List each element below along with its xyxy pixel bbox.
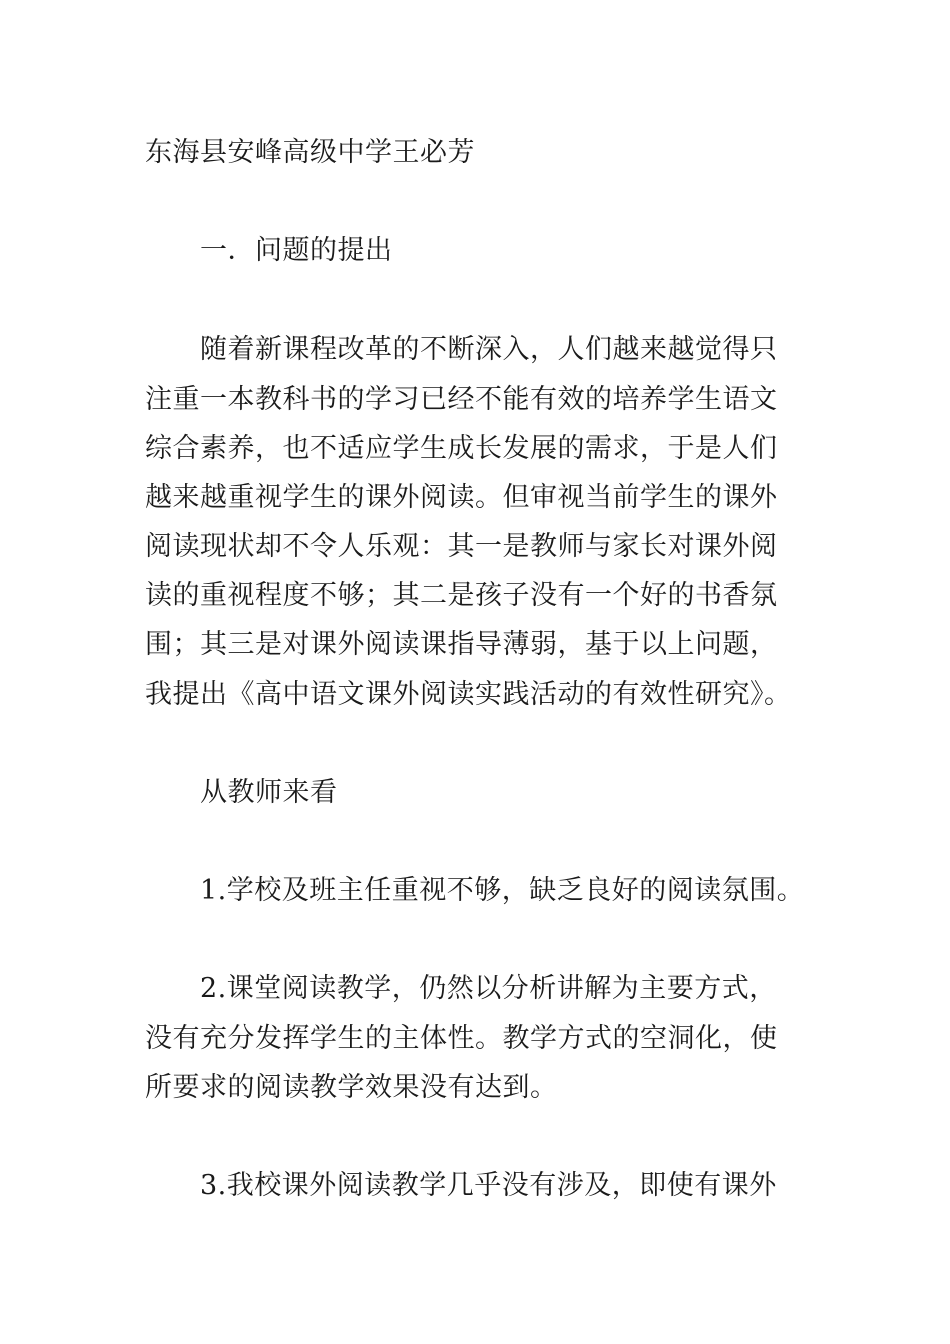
paragraph-line: 我提出《高中语文课外阅读实践活动的有效性研究》。 xyxy=(145,679,792,710)
paragraph-line: 2.课堂阅读教学，仍然以分析讲解为主要方式， xyxy=(200,973,777,1004)
list-item-3: 3.我校课外阅读教学几乎没有涉及，即使有课外 xyxy=(200,1170,777,1201)
paragraph-line: 读的重视程度不够；其二是孩子没有一个好的书香氛 xyxy=(145,580,778,611)
author-line: 东海县安峰高级中学王必芳 xyxy=(145,137,475,168)
paragraph-line: 越来越重视学生的课外阅读。但审视当前学生的课外 xyxy=(145,482,778,513)
paragraph-line: 没有充分发挥学生的主体性。教学方式的空洞化，使 xyxy=(145,1023,778,1054)
paragraph-line: 综合素养，也不适应学生成长发展的需求，于是人们 xyxy=(145,433,778,464)
list-item-1: 1.学校及班主任重视不够，缺乏良好的阅读氛围。 xyxy=(200,875,805,906)
section-heading: 一．问题的提出 xyxy=(200,235,393,266)
subheading: 从教师来看 xyxy=(200,777,338,808)
paragraph-line: 随着新课程改革的不断深入，人们越来越觉得只 xyxy=(200,334,778,365)
paragraph-line: 围；其三是对课外阅读课指导薄弱，基于以上问题， xyxy=(145,629,778,660)
paragraph-line: 注重一本教科书的学习已经不能有效的培养学生语文 xyxy=(145,384,778,415)
paragraph-line: 阅读现状却不令人乐观：其一是教师与家长对课外阅 xyxy=(145,531,778,562)
paragraph-line: 所要求的阅读教学效果没有达到。 xyxy=(145,1072,558,1103)
